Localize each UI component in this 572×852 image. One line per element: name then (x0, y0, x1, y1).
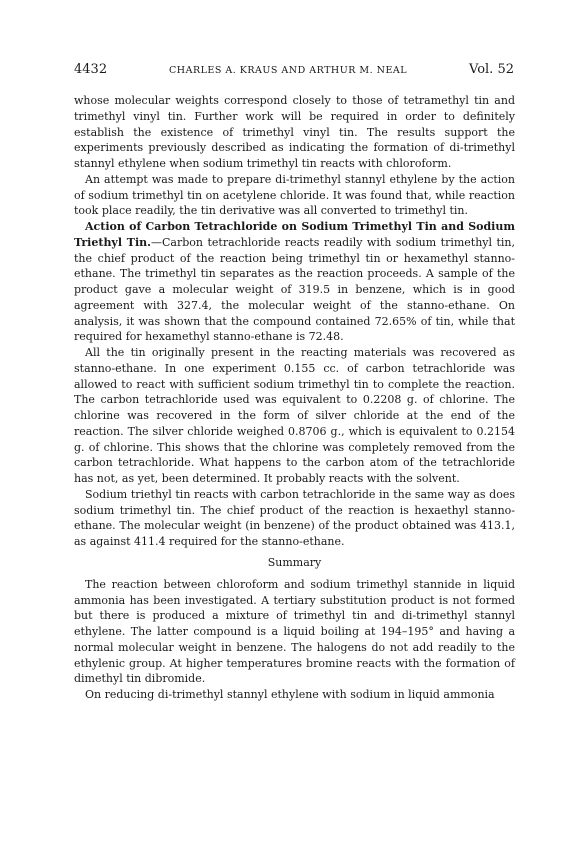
paragraph-summary: The reaction between chloroform and sodium trimethyl stannide in liquid ammonia has been investigated. A tertiary substitution product is not formed but there is produced a mixture of trimethyl tin and di-trimethyl stannyl ethylene. The latter compound is a liquid boiling at 194–195° and having a normal molecular weight in benzene. The halogens do not add readily to the ethylenic group. At higher temperatures bromine reacts with the formation of dimethyl tin dibromide. (74, 577, 515, 686)
paragraph-continued: whose molecular weights correspond closely to those of tetramethyl tin and trimethyl vinyl tin. Further work will be required in order to definitely establish the existence of trimethyl vinyl tin. The results support the experiments previously described as indicating the formation of di-trimethyl stannyl ethylene when sodium trimethyl tin reacts with chloroform. (74, 94, 515, 170)
page-header (74, 62, 514, 80)
body-text (74, 93, 515, 703)
summary-heading: Summary (267, 555, 322, 569)
paragraph-carbon-tetrachloride (74, 219, 515, 345)
paragraph-summary-continued: On reducing di-trimethyl stannyl ethylene with sodium in liquid ammonia (85, 688, 495, 701)
paragraph-acetylene-chloride: An attempt was made to prepare di-trimethyl stannyl ethylene by the action of sodium trimethyl tin on acetylene chloride. It was found that, while reaction took place readily, the tin derivative was all converted to trimethyl tin. (74, 172, 515, 218)
running-head: CHARLES A. KRAUS AND ARTHUR M. NEAL (169, 65, 408, 76)
page-number: 4432 (74, 62, 108, 77)
section-body: —Carbon tetrachloride reacts readily with sodium trimethyl tin, the chief product of the reaction being trimethyl tin or hexamethyl stanno-ethane. The trimethyl tin separates as the reaction proceeds. A sample of the product gave a molecular weight of 319.5 in benzene, which is in good agreement with 327.4, the molecular weight of the stanno-ethane. On analysis, it was shown that the compound contained 72.65% of tin, while that required for hexamethyl stanno-ethane is 72.48. (74, 235, 516, 344)
volume-label: Vol. 52 (469, 62, 514, 77)
section-title: Action of Carbon Tetrachloride on Sodium Trimethyl Tin and Sodium Triethyl Tin. (74, 220, 515, 249)
paragraph-tin-recovery: All the tin originally present in the reacting materials was recovered as stanno-ethane. In one experiment 0.155 cc. of carbon tetrachloride was allowed to react with sufficient sodium trimethyl tin to complete the reaction. The carbon tetrachloride used was equivalent to 0.2208 g. of chlorine. The chlorine was recovered in the form of silver chloride at the end of the reaction. The silver chloride weighed 0.8706 g., which is equivalent to 0.2154 g. of chlorine. This shows that the chlorine was completely removed from the carbon tetrachloride. What happens to the carbon atom of the tetrachloride has not, as yet, been determined. It probably reacts with the solvent. (74, 346, 515, 485)
paragraph-triethyl-tin: Sodium triethyl tin reacts with carbon tetrachloride in the same way as does sodium trimethyl tin. The chief product of the reaction is hexaethyl stanno-ethane. The molecular weight (in benzene) of the product obtained was 413.1, as against 411.4 required for the stanno-ethane. (74, 487, 515, 548)
